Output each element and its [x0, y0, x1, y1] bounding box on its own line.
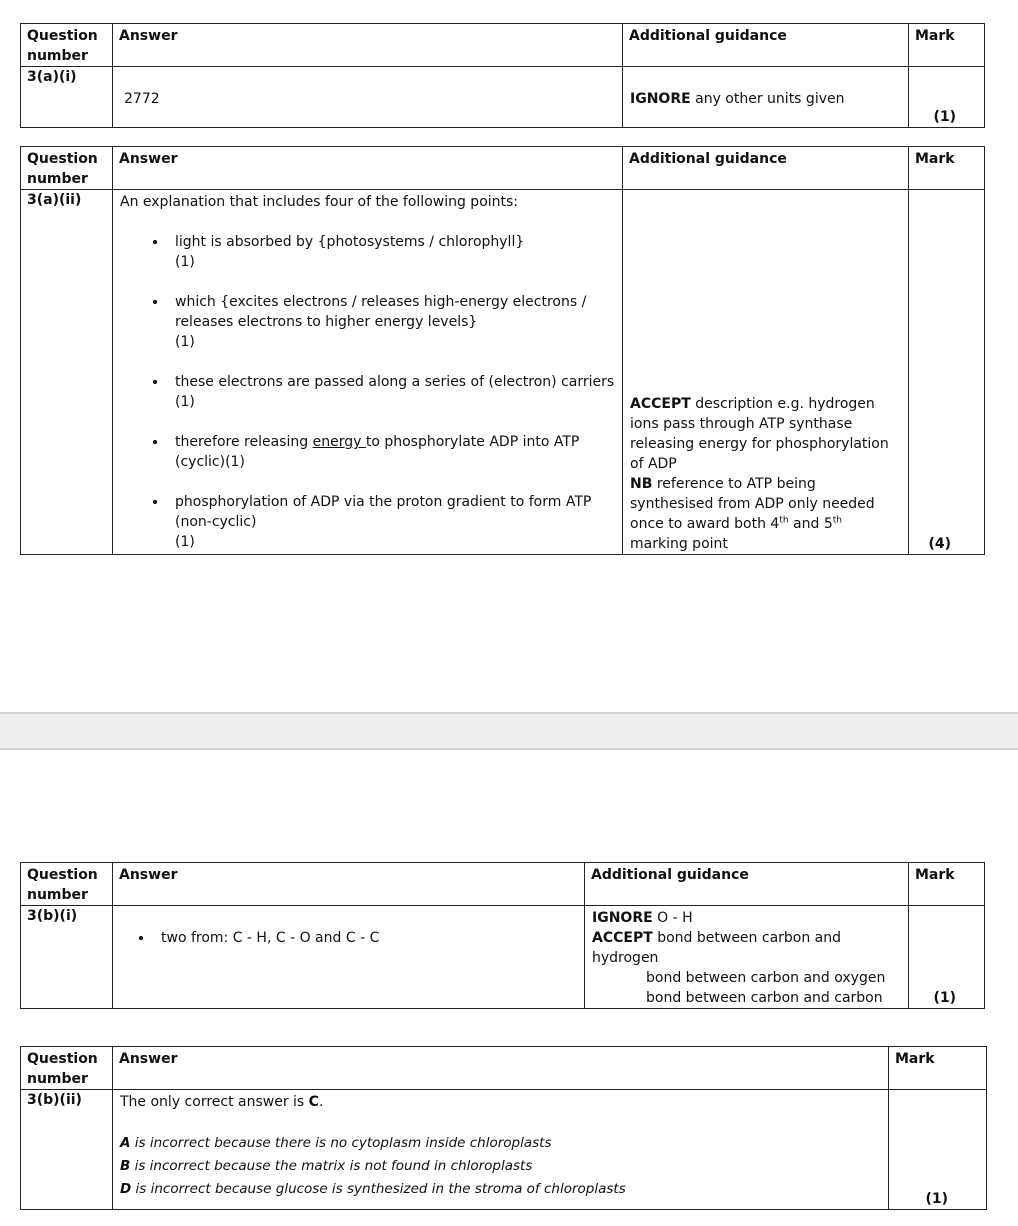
mark-value: (1) — [933, 109, 956, 125]
header-mark: Mark — [889, 1047, 987, 1090]
accept-guidance: ACCEPT bond between carbon and hydrogen — [592, 930, 842, 966]
header-additional-guidance: Additional guidance — [623, 24, 909, 67]
guidance-cell — [623, 67, 909, 128]
header-answer: Answer — [113, 24, 623, 67]
marking-point: • two from: C - H, C - O and C - C — [154, 928, 577, 948]
distractor-d: D is incorrect because glucose is synthesized in the stroma of chloroplasts — [120, 1181, 626, 1197]
page-separator — [0, 712, 1018, 750]
marking-point: • phosphorylation of ADP via the proton gradient to form ATP (non-cyclic) (1) — [168, 492, 615, 552]
question-number: 3(a)(ii) — [21, 190, 113, 555]
distractor-b: B is incorrect because the matrix is not found in chloroplasts — [120, 1158, 533, 1174]
mark-scheme-table-3bii — [20, 1046, 987, 1210]
correct-answer-statement: The only correct answer is C. — [120, 1094, 324, 1110]
header-mark: Mark — [909, 147, 985, 190]
header-answer: Answer — [113, 1047, 889, 1090]
mark-scheme-table-3bi — [20, 862, 985, 1009]
marking-point: • therefore releasing energy to phosphorylate ADP into ATP (cyclic)(1) — [168, 432, 615, 472]
header-answer: Answer — [113, 863, 585, 906]
header-question-number: Question number — [21, 147, 113, 190]
question-number: 3(b)(i) — [21, 906, 113, 1009]
mark-cell — [889, 1090, 987, 1210]
header-question-number: Question number — [21, 863, 113, 906]
answer-intro: An explanation that includes four of the following points: — [120, 194, 519, 210]
marking-point: • these electrons are passed along a series of (electron) carriers (1) — [168, 372, 615, 412]
ignore-keyword: IGNORE — [630, 91, 691, 107]
mark-cell — [909, 67, 985, 128]
header-additional-guidance: Additional guidance — [623, 147, 909, 190]
guidance-cell — [623, 190, 909, 555]
question-number: 3(a)(i) — [21, 67, 113, 128]
mark-value: (1) — [933, 990, 956, 1006]
header-question-number: Question number — [21, 24, 113, 67]
marking-point: • which {excites electrons / releases high-energy electrons / releases electrons to higher energy levels} (1) — [168, 292, 615, 352]
accept-guidance-alt: bond between carbon and carbon — [646, 990, 883, 1006]
header-additional-guidance: Additional guidance — [585, 863, 909, 906]
answer-cell — [113, 1090, 889, 1210]
header-mark: Mark — [909, 863, 985, 906]
answer-value: 2772 — [124, 91, 160, 107]
mark-value: (4) — [928, 536, 951, 552]
mark-cell — [909, 906, 985, 1009]
distractor-a: A is incorrect because there is no cytoplasm inside chloroplasts — [120, 1135, 552, 1151]
marking-point: • light is absorbed by {photosystems / chlorophyll} (1) — [168, 232, 615, 272]
accept-guidance-alt: bond between carbon and oxygen — [646, 970, 886, 986]
answer-cell — [113, 190, 623, 555]
answer-cell — [113, 906, 585, 1009]
answer-cell — [113, 67, 623, 128]
header-mark: Mark — [909, 24, 985, 67]
question-number: 3(b)(ii) — [21, 1090, 113, 1210]
header-answer: Answer — [113, 147, 623, 190]
mark-scheme-table-3ai — [20, 23, 985, 128]
marking-points-list — [120, 232, 615, 552]
marking-points-list — [120, 928, 577, 948]
mark-scheme-table-3aii — [20, 146, 985, 555]
guidance-cell — [585, 906, 909, 1009]
accept-guidance: ACCEPT description e.g. hydrogen ions pass through ATP synthase releasing energy for phosphorylation of ADP — [630, 396, 889, 472]
guidance-text: any other units given — [690, 91, 845, 107]
ignore-guidance: IGNORE O - H — [592, 910, 693, 926]
header-question-number: Question number — [21, 1047, 113, 1090]
mark-cell — [909, 190, 985, 555]
nb-guidance: NB reference to ATP being synthesised from ADP only needed once to award both 4th and 5th marking point — [630, 476, 875, 552]
mark-value: (1) — [925, 1191, 948, 1207]
